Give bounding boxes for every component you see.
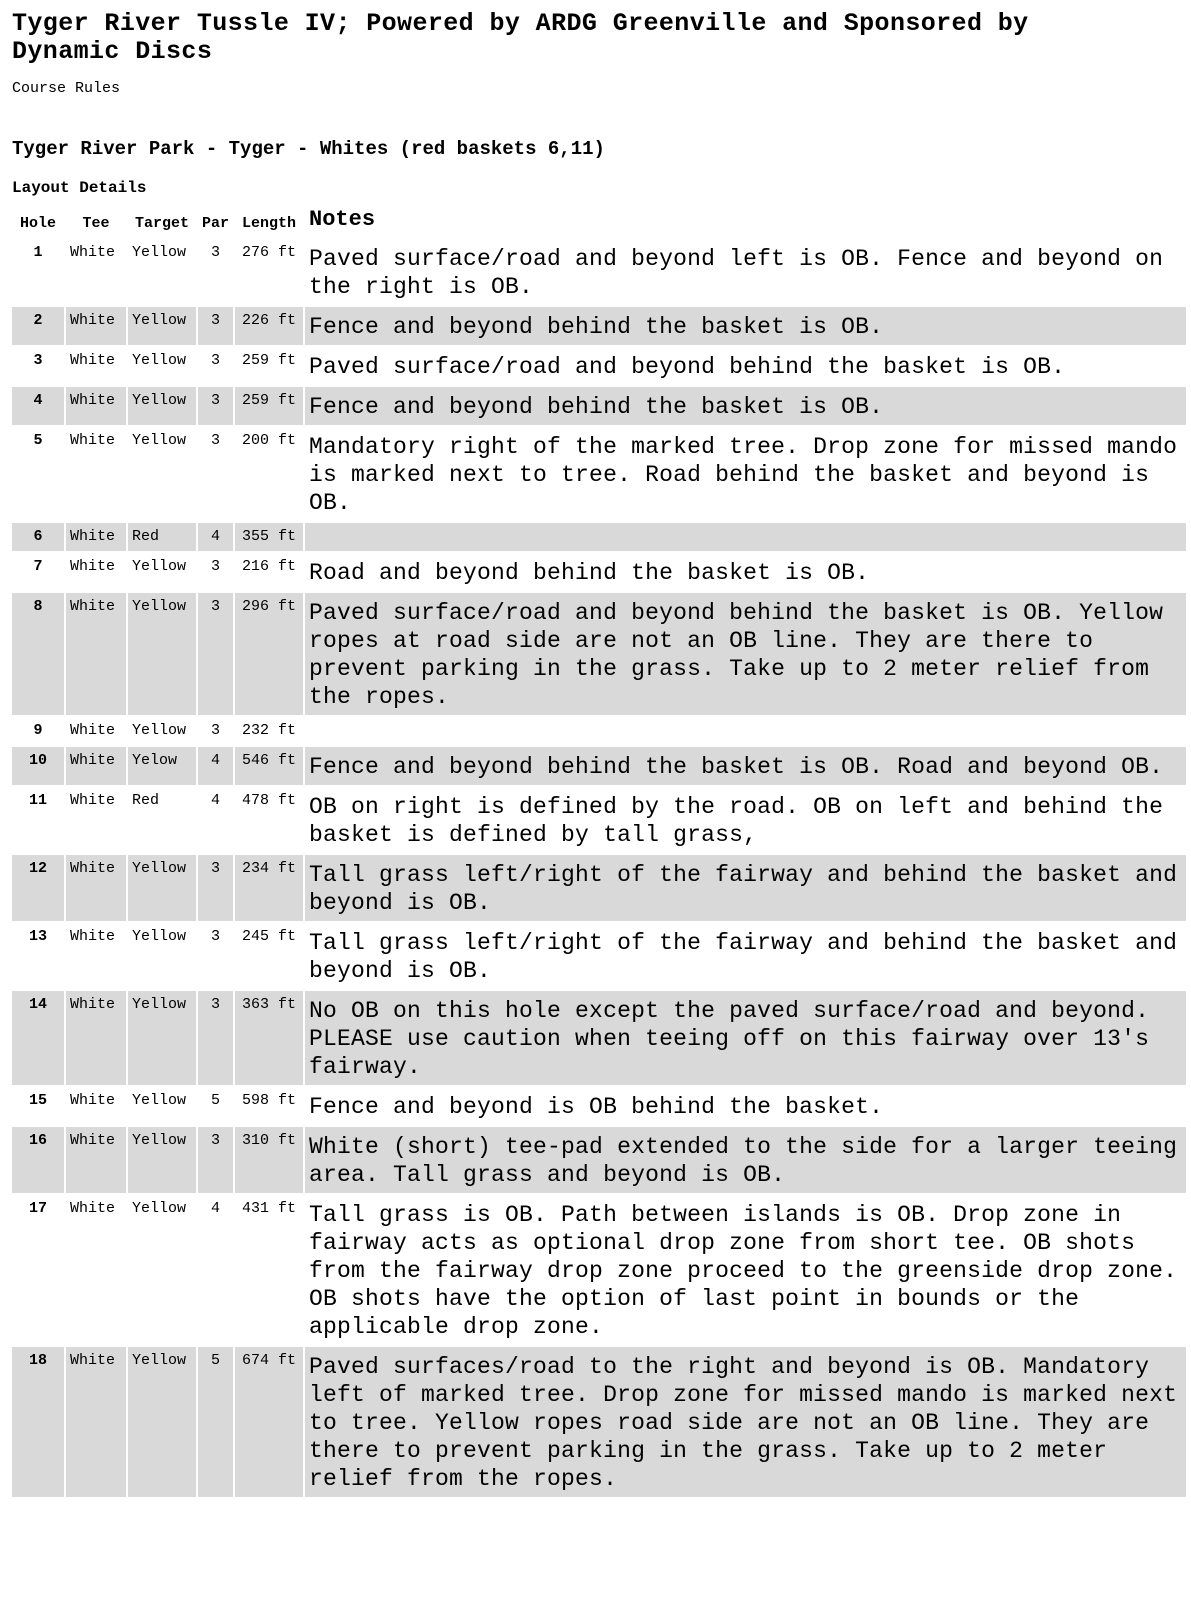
hole-cell: 14 bbox=[12, 991, 64, 1085]
column-header-par: Par bbox=[202, 215, 230, 232]
tee-cell: White bbox=[66, 1127, 126, 1193]
par-cell: 3 bbox=[211, 352, 221, 369]
notes-cell bbox=[305, 523, 1186, 551]
table-row bbox=[12, 1195, 1186, 1345]
tee-cell: White bbox=[66, 523, 126, 551]
length-cell: 276 ft bbox=[242, 244, 297, 261]
par-cell: 3 bbox=[211, 928, 221, 945]
par-cell: 3 bbox=[211, 722, 221, 739]
length-cell: 431 ft bbox=[242, 1200, 297, 1217]
table-row bbox=[12, 239, 1186, 305]
tee-cell: White bbox=[66, 1347, 126, 1497]
table-row bbox=[12, 427, 1186, 521]
length-cell: 355 ft bbox=[235, 523, 303, 551]
length-cell: 245 ft bbox=[242, 928, 297, 945]
par-cell: 5 bbox=[198, 1347, 233, 1497]
table-row bbox=[12, 1127, 1186, 1193]
target-cell: Yellow bbox=[128, 387, 196, 425]
target-cell: Yellow bbox=[128, 307, 196, 345]
tee-cell: White bbox=[66, 593, 126, 715]
length-cell: 234 ft bbox=[235, 855, 303, 921]
hole-cell: 16 bbox=[12, 1127, 64, 1193]
length-cell: 598 ft bbox=[242, 1092, 297, 1109]
hole-cell: 9 bbox=[33, 722, 43, 739]
notes-cell: White (short) tee-pad extended to the side for a larger teeing area. Tall grass and beyond is OB. bbox=[305, 1127, 1186, 1193]
hole-cell: 2 bbox=[12, 307, 64, 345]
length-cell: 310 ft bbox=[235, 1127, 303, 1193]
table-row bbox=[12, 593, 1186, 715]
notes-cell: Tall grass left/right of the fairway and behind the basket and beyond is OB. bbox=[309, 930, 1178, 984]
target-cell: Yellow bbox=[132, 722, 187, 739]
par-cell: 5 bbox=[211, 1092, 221, 1109]
notes-cell: Tall grass is OB. Path between islands is OB. Drop zone in fairway acts as optional drop zone from short tee. OB shots from the fairway drop zone proceed to the greenside drop zone. OB shots have the option of last point in bounds or the applicable drop zone. bbox=[309, 1202, 1178, 1340]
target-cell: Red bbox=[132, 792, 160, 809]
length-cell: 363 ft bbox=[235, 991, 303, 1085]
target-cell: Yellow bbox=[128, 855, 196, 921]
page-subtitle: Course Rules bbox=[12, 80, 121, 97]
tee-cell: White bbox=[70, 928, 116, 945]
section-label: Layout Details bbox=[12, 179, 147, 197]
par-cell: 3 bbox=[198, 855, 233, 921]
length-cell: 200 ft bbox=[242, 432, 297, 449]
notes-cell: Paved surface/road and beyond behind the basket is OB. Yellow ropes at road side are not an OB line. They are there to prevent parking in the grass. Take up to 2 meter relief from the ropes. bbox=[305, 593, 1186, 715]
target-cell: Yellow bbox=[128, 1347, 196, 1497]
table-row bbox=[12, 347, 1186, 385]
hole-cell: 17 bbox=[28, 1200, 47, 1217]
length-cell: 259 ft bbox=[235, 387, 303, 425]
tee-cell: White bbox=[66, 991, 126, 1085]
tee-cell: White bbox=[66, 747, 126, 785]
column-header-tee: Tee bbox=[82, 215, 110, 232]
par-cell: 4 bbox=[211, 1200, 221, 1217]
table-row bbox=[12, 991, 1186, 1085]
hole-cell: 1 bbox=[33, 244, 43, 261]
notes-cell bbox=[305, 717, 1186, 745]
column-header-length: Length bbox=[242, 215, 297, 232]
par-cell: 3 bbox=[198, 991, 233, 1085]
table-row bbox=[12, 387, 1186, 425]
target-cell: Yellow bbox=[132, 1200, 187, 1217]
hole-cell: 15 bbox=[28, 1092, 47, 1109]
tee-cell: White bbox=[70, 1092, 116, 1109]
hole-cell: 7 bbox=[33, 558, 43, 575]
tee-cell: White bbox=[70, 244, 116, 261]
tee-cell: White bbox=[66, 307, 126, 345]
target-cell: Yellow bbox=[128, 991, 196, 1085]
target-cell: Yellow bbox=[132, 928, 187, 945]
length-cell: 226 ft bbox=[235, 307, 303, 345]
hole-cell: 5 bbox=[33, 432, 43, 449]
hole-cell: 12 bbox=[12, 855, 64, 921]
notes-cell: Fence and beyond behind the basket is OB. bbox=[305, 307, 1186, 345]
table-row bbox=[12, 923, 1186, 989]
notes-cell: Paved surface/road and beyond behind the basket is OB. bbox=[309, 354, 1066, 380]
par-cell: 4 bbox=[198, 747, 233, 785]
par-cell: 3 bbox=[211, 558, 221, 575]
notes-cell: Fence and beyond is OB behind the basket. bbox=[309, 1094, 884, 1120]
notes-cell: Mandatory right of the marked tree. Drop zone for missed mando is marked next to tree. Road behind the basket and beyond is OB. bbox=[309, 434, 1178, 516]
par-cell: 3 bbox=[198, 1127, 233, 1193]
target-cell: Yellow bbox=[132, 558, 187, 575]
hole-cell: 4 bbox=[12, 387, 64, 425]
tee-cell: White bbox=[70, 1200, 116, 1217]
length-cell: 259 ft bbox=[242, 352, 297, 369]
hole-cell: 18 bbox=[12, 1347, 64, 1497]
tee-cell: White bbox=[70, 432, 116, 449]
table-row bbox=[12, 747, 1186, 785]
par-cell: 4 bbox=[211, 792, 221, 809]
notes-cell: Fence and beyond behind the basket is OB. Road and beyond OB. bbox=[305, 747, 1186, 785]
hole-cell: 6 bbox=[12, 523, 64, 551]
length-cell: 296 ft bbox=[235, 593, 303, 715]
notes-cell: Fence and beyond behind the basket is OB. bbox=[305, 387, 1186, 425]
target-cell: Yellow bbox=[128, 593, 196, 715]
target-cell: Yellow bbox=[132, 1092, 187, 1109]
hole-cell: 13 bbox=[28, 928, 47, 945]
tee-cell: White bbox=[70, 352, 116, 369]
par-cell: 3 bbox=[198, 387, 233, 425]
hole-cell: 10 bbox=[12, 747, 64, 785]
column-header-hole: Hole bbox=[19, 215, 56, 232]
table-row bbox=[12, 553, 1186, 591]
notes-cell: Paved surface/road and beyond left is OB. Fence and beyond on the right is OB. bbox=[309, 246, 1164, 300]
layout-table bbox=[10, 202, 1188, 1499]
tee-cell: White bbox=[70, 792, 116, 809]
notes-cell: Tall grass left/right of the fairway and behind the basket and beyond is OB. bbox=[305, 855, 1186, 921]
target-cell: Red bbox=[128, 523, 196, 551]
target-cell: Yellow bbox=[132, 432, 187, 449]
par-cell: 3 bbox=[198, 307, 233, 345]
length-cell: 232 ft bbox=[242, 722, 297, 739]
notes-cell: No OB on this hole except the paved surface/road and beyond. PLEASE use caution when teeing off on this fairway over 13's fairway. bbox=[305, 991, 1186, 1085]
length-cell: 546 ft bbox=[235, 747, 303, 785]
table-row bbox=[12, 1347, 1186, 1497]
column-header-target: Target bbox=[134, 215, 189, 232]
notes-cell: Road and beyond behind the basket is OB. bbox=[309, 560, 870, 586]
course-name: Tyger River Park - Tyger - Whites (red baskets 6,11) bbox=[12, 138, 605, 160]
table-row bbox=[12, 523, 1186, 551]
table-row bbox=[12, 307, 1186, 345]
target-cell: Yellow bbox=[132, 244, 187, 261]
table-row bbox=[12, 787, 1186, 853]
tee-cell: White bbox=[70, 558, 116, 575]
par-cell: 3 bbox=[211, 244, 221, 261]
tee-cell: White bbox=[66, 855, 126, 921]
target-cell: Yellow bbox=[128, 1127, 196, 1193]
notes-cell: OB on right is defined by the road. OB on left and behind the basket is defined by tall grass, bbox=[309, 794, 1164, 848]
notes-cell: Paved surfaces/road to the right and beyond is OB. Mandatory left of marked tree. Drop zone for missed mando is marked next to tree. Yellow ropes road side are not an OB line. They are there to prevent parking in the grass. Take up to 2 meter relief from the ropes. bbox=[305, 1347, 1186, 1497]
table-row bbox=[12, 1087, 1186, 1125]
target-cell: Yellow bbox=[132, 352, 187, 369]
length-cell: 674 ft bbox=[235, 1347, 303, 1497]
page-title: Tyger River Tussle IV; Powered by ARDG Greenville and Sponsored by Dynamic Discs bbox=[12, 9, 1029, 66]
length-cell: 216 ft bbox=[242, 558, 297, 575]
table-row bbox=[12, 717, 1186, 745]
table-header-row bbox=[12, 204, 1186, 237]
hole-cell: 3 bbox=[33, 352, 43, 369]
column-header-notes: Notes bbox=[309, 207, 376, 232]
table-row bbox=[12, 855, 1186, 921]
tee-cell: White bbox=[66, 387, 126, 425]
par-cell: 3 bbox=[211, 432, 221, 449]
par-cell: 3 bbox=[198, 593, 233, 715]
target-cell: Yelow bbox=[128, 747, 196, 785]
hole-cell: 8 bbox=[12, 593, 64, 715]
hole-cell: 11 bbox=[28, 792, 47, 809]
length-cell: 478 ft bbox=[242, 792, 297, 809]
tee-cell: White bbox=[70, 722, 116, 739]
par-cell: 4 bbox=[198, 523, 233, 551]
